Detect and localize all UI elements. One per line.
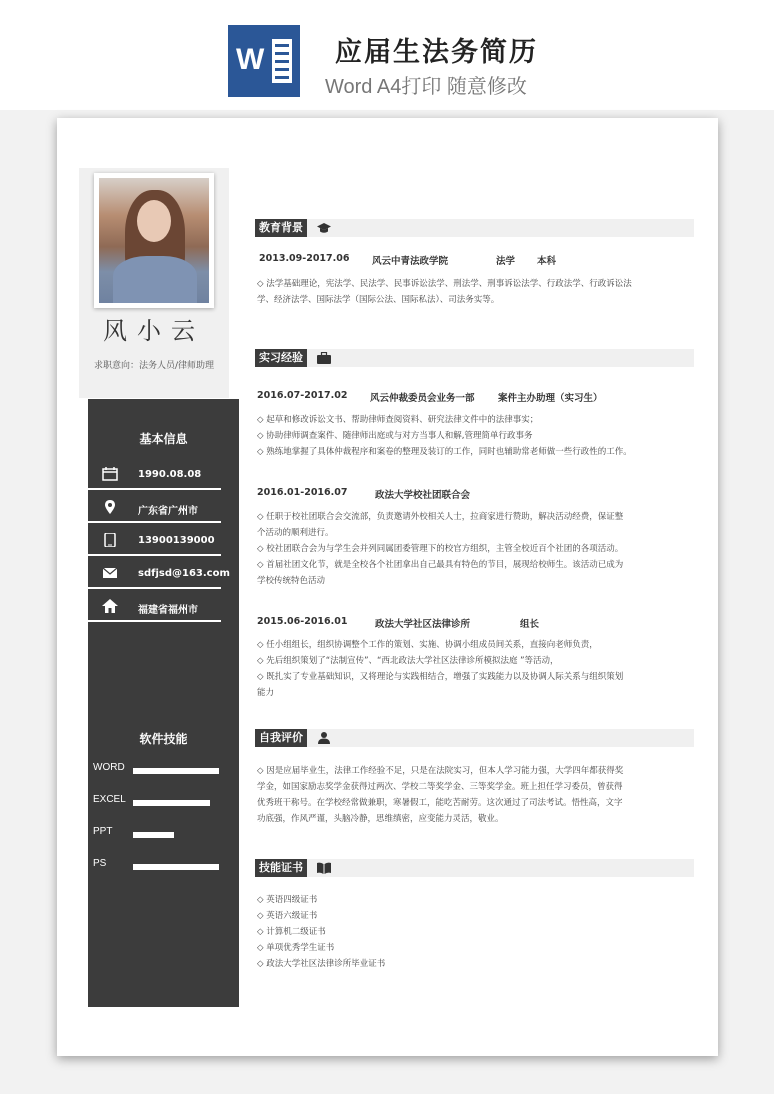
skill-label: WORD [93,762,125,773]
calendar-icon [102,467,118,481]
skill-row-ps [93,858,239,874]
banner [0,0,774,110]
section-education [255,219,694,237]
info-hometown: 福建省福州市 [88,592,239,622]
section-certificates [255,859,694,877]
section-internship [255,349,694,367]
phone-icon [102,533,118,547]
info-birthday: 1990.08.08 [88,460,239,490]
skill-level-bar [133,800,210,806]
sidebar [88,399,239,1007]
candidate-name: 风小云 [103,317,205,345]
mail-icon [102,566,118,580]
home-icon [102,599,118,613]
skill-level-bar [133,768,219,774]
skill-label: EXCEL [93,794,126,805]
job-intent: 求职意向：法务人员/律师助理 [93,361,215,371]
list-item: ◇ 英语四级证书 [257,895,318,905]
word-logo-icon: W [228,25,300,97]
page-subtitle: Word A4打印 随意修改 [325,76,527,98]
skill-row-excel [93,794,239,810]
page-title: 应届生法务简历 [335,37,538,68]
skill-label: PPT [93,826,113,837]
internship-entry-1-details: ◇ 起草和修改诉讼文书、帮助律师查阅资料、研究法律文件中的法律事实； ◇ 协助律师调查案件、随律师出庭或与对方当事人和解,管理简单行政事务 ◇ 熟练地掌握了具体仲裁程序和案卷的整理及装订的工作，同时也辅助常老师做一些行政性的工作。 [257,415,632,457]
section-title: 实习经验 [255,349,307,367]
info-email: sdfjsd@163.com [88,559,239,589]
resume-sheet: 风小云 求职意向：法务人员/律师助理 基本信息 1990.08.08 广东省广州市 13900139000 sdfjsd@163.com 福建省福州市 软件技能 WORD EXCEL PPT PS 教育背景 2013.09-2017.06 风云中青法政学院 法学 本科 ◇ 法学基础理论，宪法学、民法学、民事诉讼法学、刑法学、刑事诉讼法学、行政法学、行政诉讼法 学、经济法学、国际法学（国际公法、国际私法）、司法务实等。 实习经验 2016.07-2017.02 风云仲裁委员会业务一部 案件主办助理（实习生） ◇ 起草和修改诉讼文书、帮助律师查阅资料、研究法律文件中的法律事实； ◇ 协助律师调查案件、随律师出庭或与对方当事人和解,管理简单行政事务 ◇ 熟练地掌握了具体仲裁程序和案卷的整理及装订的工作，同时也辅助常老师做一些行政性的工作。 2016.01-2016.07 政法大学校社团联合会 ◇ 任职于校社团联合会交流部，负责邀请外校相关人士，拉商家进行赞助，解决活动经费，保证整 个活动的顺利进行。 ◇ 校社团联合会为与学生会并列同属团委管理下的校官方组织，主管全校近百个社团的各项活动。 ◇ 首届社团文化节，就是全校各个社团拿出自己最具有特色的节目，展现给校师生。该活动已成为 学校传统特色活动 2015.06-2016.01 政法大学社区法律诊所 组长 ◇ 任小组组长，组织协调整个工作的策划、实施、协调小组成员间关系，直接向老师负责， ◇ 先后组织策划了“法制宣传”、“西北政法大学社区法律诊所模拟法庭 ”等活动， ◇ 既扎实了专业基础知识，又将理论与实践相结合，增强了实践能力以及协调人际关系与组织策划 能力 自我评价 ◇ 因是应届毕业生，法律工作经验不足，只是在法院实习，但本人学习能力强，大学四年都获得奖 学金，如国家励志奖学金获得过两次、学校二等奖学金、三等奖学金。班上担任学习委员，曾获得 优秀班干称号。在学校经常做兼职，寒暑假工，能吃苦耐劳。这次通过了司法考试。悟性高，文字 功底强，作风严谨，头脑冷静，思维缜密，应变能力灵活，敬业。 技能证书 ◇ 英语四级证书 ◇ 英语六级证书 ◇ 计算机二级证书 ◇ 单项优秀学生证书 ◇ 政法大学社区法律诊所毕业证书 [57,118,718,1056]
list-item: ◇ 单项优秀学生证书 [257,943,335,953]
skill-row-ppt [93,826,239,842]
internship-entry-2-details: ◇ 任职于校社团联合会交流部，负责邀请外校相关人士，拉商家进行赞助，解决活动经费，保证整 个活动的顺利进行。 ◇ 校社团联合会为与学生会并列同属团委管理下的校官方组织，主管全校近百个社团的各项活动。 ◇ 首届社团文化节，就是全校各个社团拿出自己最具有特色的节目，展现给校师生。该活动已成为 学校传统特色活动 [257,512,624,586]
skill-label: PS [93,858,107,869]
skill-row-word [93,762,239,778]
list-item: ◇ 计算机二级证书 [257,927,326,937]
profile-photo [94,173,214,308]
section-self-evaluation [255,729,694,747]
skill-level-bar [133,832,174,838]
skill-level-bar [133,864,219,870]
internship-entry-3-details: ◇ 任小组组长，组织协调整个工作的策划、实施、协调小组成员间关系，直接向老师负责， ◇ 先后组织策划了“法制宣传”、“西北政法大学社区法律诊所模拟法庭 ”等活动， ◇ 既扎实了专业基础知识，又将理论与实践相结合，增强了实践能力以及协调人际关系与组织策划 能力 [257,640,624,698]
info-location: 广东省广州市 [88,493,239,523]
location-pin-icon [102,500,118,514]
person-icon [317,732,331,744]
section-title: 教育背景 [255,219,307,237]
info-phone: 13900139000 [88,526,239,556]
section-title: 技能证书 [255,859,307,877]
certificate-list [257,892,385,972]
graduation-cap-icon [317,222,331,234]
briefcase-icon [317,352,331,364]
education-courses: ◇ 法学基础理论，宪法学、民法学、民事诉讼法学、刑法学、刑事诉讼法学、行政法学、行政诉讼法 学、经济法学、国际法学（国际公法、国际私法）、司法务实等。 [257,279,632,305]
self-evaluation-text: ◇ 因是应届毕业生，法律工作经验不足，只是在法院实习，但本人学习能力强，大学四年都获得奖 学金，如国家励志奖学金获得过两次、学校二等奖学金、三等奖学金。班上担任学习委员，曾获得 优秀班干称号。在学校经常做兼职，寒暑假工，能吃苦耐劳。这次通过了司法考试。悟性高，文字 功底强，作风严谨，头脑冷静，思维缜密，应变能力灵活，敬业。 [257,766,624,824]
software-skills-title: 软件技能 [139,732,188,746]
basic-info-title: 基本信息 [139,432,188,446]
list-item: ◇ 英语六级证书 [257,911,318,921]
book-icon [317,862,331,874]
list-item: ◇ 政法大学社区法律诊所毕业证书 [257,959,386,969]
section-title: 自我评价 [255,729,307,747]
